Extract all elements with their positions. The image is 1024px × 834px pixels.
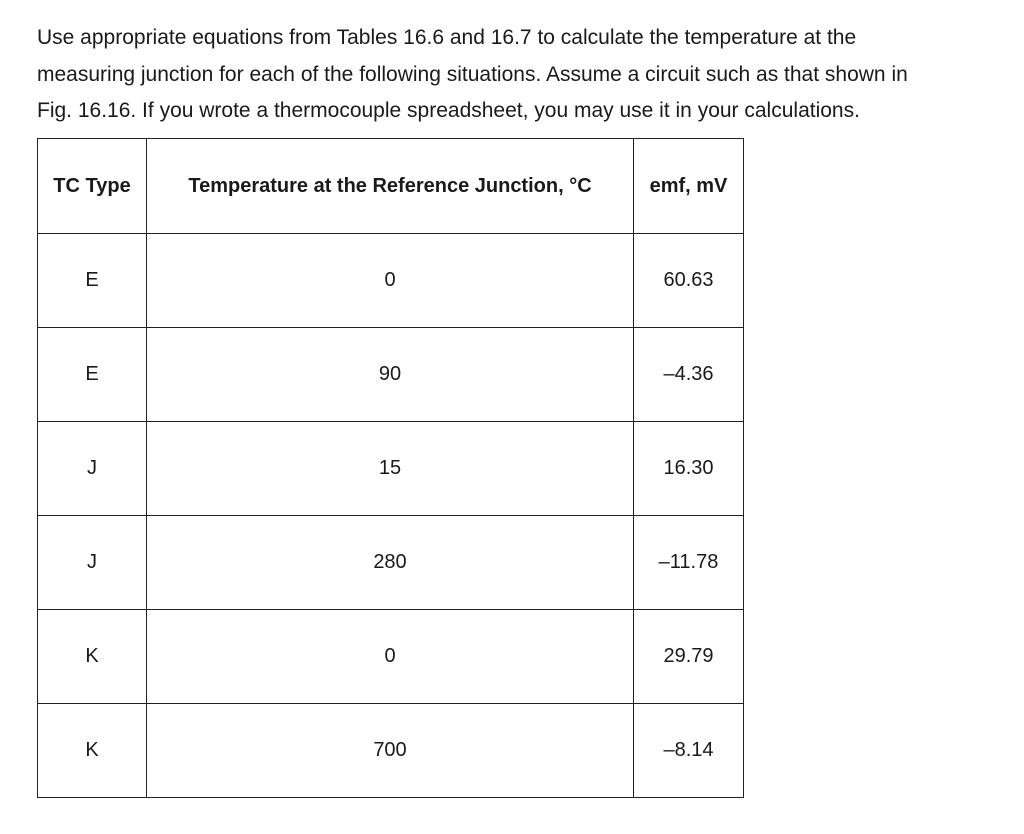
- table-row: [38, 610, 744, 704]
- cell-emf: –4.36: [634, 328, 744, 422]
- cell-tc-type: J: [38, 516, 147, 610]
- cell-reference-temperature: 0: [147, 234, 634, 328]
- table-row: [38, 704, 744, 798]
- cell-tc-type: E: [38, 328, 147, 422]
- table-row: [38, 234, 744, 328]
- cell-emf: 60.63: [634, 234, 744, 328]
- header-reference-temperature: Temperature at the Reference Junction, °C: [147, 139, 634, 234]
- cell-tc-type: J: [38, 422, 147, 516]
- question-line-2: measuring junction for each of the following situations. Assume a circuit such as that shown in: [37, 62, 908, 86]
- cell-emf: –8.14: [634, 704, 744, 798]
- table-row: [38, 422, 744, 516]
- cell-tc-type: E: [38, 234, 147, 328]
- cell-reference-temperature: 0: [147, 610, 634, 704]
- table-header-row: [38, 139, 744, 234]
- question-text: [37, 20, 1012, 130]
- cell-tc-type: K: [38, 610, 147, 704]
- header-tc-type: TC Type: [38, 139, 147, 234]
- cell-reference-temperature: 280: [147, 516, 634, 610]
- cell-emf: 29.79: [634, 610, 744, 704]
- table-row: [38, 516, 744, 610]
- cell-reference-temperature: 90: [147, 328, 634, 422]
- cell-reference-temperature: 15: [147, 422, 634, 516]
- cell-emf: –11.78: [634, 516, 744, 610]
- question-line-3: Fig. 16.16. If you wrote a thermocouple spreadsheet, you may use it in your calculations.: [37, 99, 860, 122]
- cell-reference-temperature: 700: [147, 704, 634, 798]
- thermocouple-table: [37, 138, 744, 798]
- table-row: [38, 328, 744, 422]
- cell-emf: 16.30: [634, 422, 744, 516]
- question-line-1: Use appropriate equations from Tables 16.6 and 16.7 to calculate the temperature at the: [37, 26, 857, 49]
- cell-tc-type: K: [38, 704, 147, 798]
- header-emf: emf, mV: [634, 139, 744, 234]
